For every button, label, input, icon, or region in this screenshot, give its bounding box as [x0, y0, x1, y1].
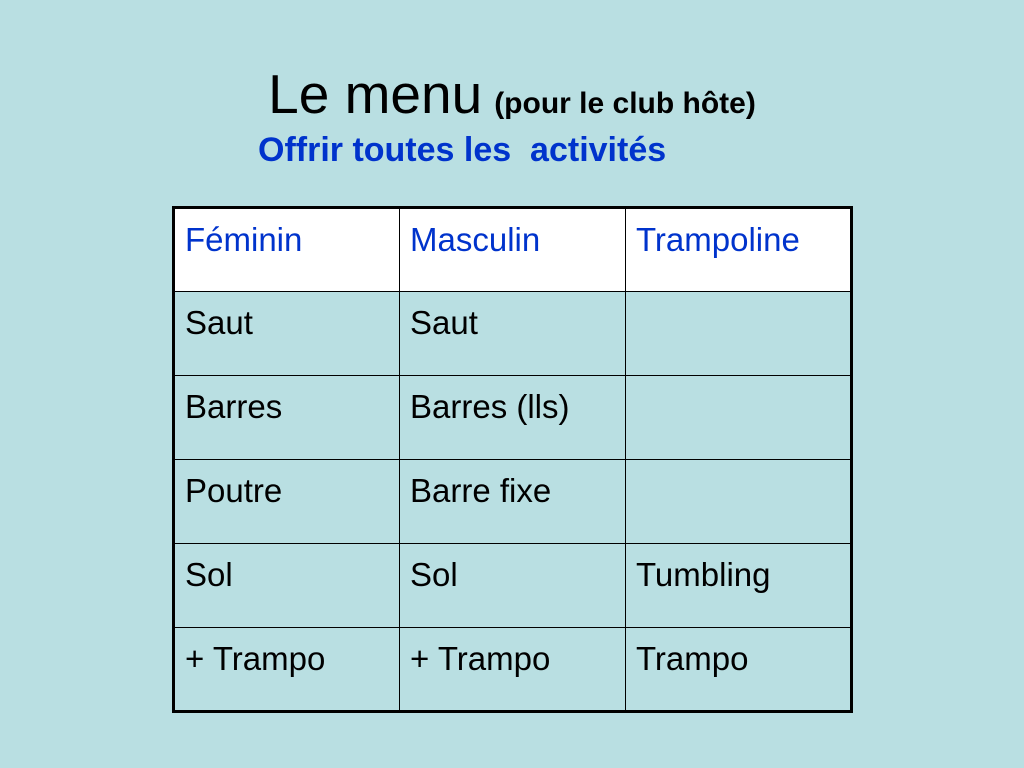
table-cell: Poutre: [174, 460, 400, 544]
table-row: [174, 292, 852, 376]
table-cell: Saut: [174, 292, 400, 376]
table-row: [174, 460, 852, 544]
table-cell: Sol: [174, 544, 400, 628]
table-cell: Barres (lls): [400, 376, 626, 460]
table-cell: Tumbling: [626, 544, 852, 628]
table-cell: [626, 460, 852, 544]
table-cell: [626, 292, 852, 376]
table-header-row: [174, 208, 852, 292]
table-cell: Barres: [174, 376, 400, 460]
header-cell-masculin: Masculin: [400, 208, 626, 292]
title-main: Le menu: [268, 63, 483, 125]
table-row: [174, 544, 852, 628]
table-cell: Saut: [400, 292, 626, 376]
table-row: [174, 376, 852, 460]
table-row: [174, 628, 852, 712]
table-cell: [626, 376, 852, 460]
table-cell: Trampo: [626, 628, 852, 712]
menu-table: [172, 206, 853, 713]
title-note: (pour le club hôte): [494, 87, 756, 120]
slide-title: [0, 62, 1024, 126]
header-cell-feminin: Féminin: [174, 208, 400, 292]
table-cell: Barre fixe: [400, 460, 626, 544]
table-cell: Sol: [400, 544, 626, 628]
header-cell-trampoline: Trampoline: [626, 208, 852, 292]
table-cell: + Trampo: [400, 628, 626, 712]
slide-subtitle: Offrir toutes les activités: [258, 131, 667, 169]
table-cell: + Trampo: [174, 628, 400, 712]
